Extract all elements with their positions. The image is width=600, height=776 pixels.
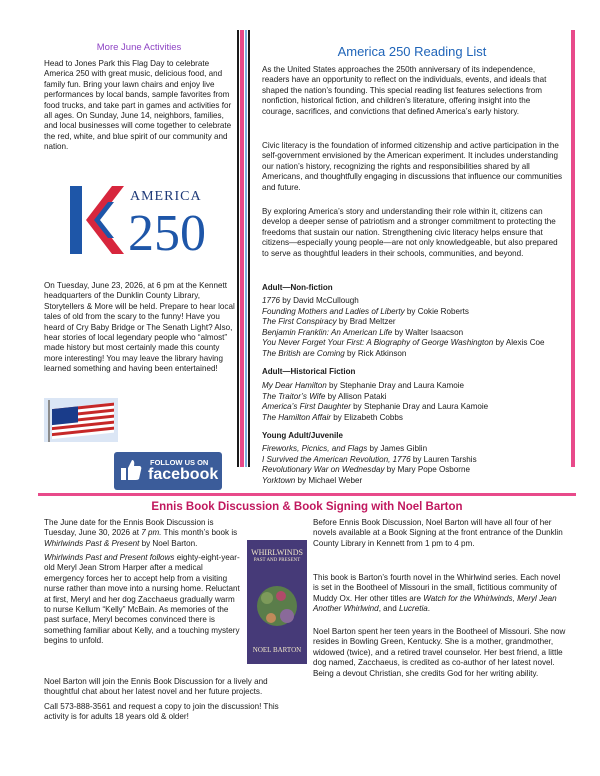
cover-author: NOEL BARTON	[252, 646, 302, 654]
whirlwind-series-paragraph: This book is Barton’s fourth novel in the Whirlwind series. Each novel is set in the Bootheel of Missouri in the small, fictitious community of Muddy Ox. Her other titles are Watch for the Whirlwinds, Meryl Jean Another Whirlwind, and Lucretia.	[313, 573, 561, 614]
book-signing-paragraph: Before Ennis Book Discussion, Noel Barton will have all four of her novels available at a Book Signing at the front entrance of the Dunklin County Library in Kennett from 1 pm to 4 pm.	[313, 518, 563, 548]
america-250-logo	[68, 180, 228, 260]
divider-bar-black	[237, 30, 239, 467]
author-bio-paragraph: Noel Barton spent her teen years in the Bootheel of Missouri. She now resides in Bowling Green, Kentucky. She is a mother, grandmother, widowed (twice), and a retired travel counselor. Her best friend, a little dog named, Zacchaeus, is credited as co-author of her latest novel. Being a devout Christian, she credits God for her writing ability.	[313, 627, 566, 678]
divider-bar-pink	[240, 30, 244, 467]
book-item: Benjamin Franklin: An American Life by Walter Isaacson	[262, 327, 464, 337]
historical-fiction-heading: Adult—Historical Fiction	[262, 367, 356, 376]
more-june-activities-title: More June Activities	[96, 42, 182, 53]
nonfiction-list	[262, 296, 545, 360]
civic-literacy-paragraph: Civic literacy is the foundation of informed citizenship and active participation in the self-government envisioned by the American experiment. It includes understanding our nation’s history, recognizing the rights and responsibilities shared by all Americans, and thoughtfully engaging in discussions that influence our communities and future.	[262, 141, 563, 192]
historical-fiction-list	[262, 381, 488, 423]
book-item: My Dear Hamilton by Stephanie Dray and Laura Kamoie	[262, 381, 465, 390]
cover-title: WHIRLWINDS	[251, 548, 303, 557]
young-adult-heading: Young Adult/Juvenile	[262, 431, 343, 440]
facebook-text: facebook	[148, 466, 219, 483]
book-summary-paragraph: Whirlwinds Past and Present follows eighty-eight-year-old Meryl Jean Strom Harper after a medical emergency forces her to accept help from a visiting nurse rather than move into a nursing home. Reluctant at first, Meryl and her dog Zacchaeus gradually warm to nurse Kellum “Kelly” McBain. As memories of the past surface, Meryl becomes convinced there is something familiar about Kelly, and a touching mystery begins to unfold.	[44, 553, 240, 646]
book-signing-title: Ennis Book Discussion & Book Signing with Noel Barton	[151, 501, 463, 513]
call-paragraph: Call 573-888-3561 and request a copy to join the discussion! This activity is for adults 18 years old & older!	[44, 702, 279, 722]
facebook-follow-button[interactable]	[114, 452, 222, 490]
book-item: Fireworks, Picnics, and Flags by James Giblin	[262, 444, 428, 453]
book-item: Revolutionary War on Wednesday by Mary Pope Osborne	[262, 465, 471, 475]
storytellers-paragraph: On Tuesday, June 23, 2026, at 6 pm at the Kennett headquarters of the Dunklin County Library, Storytellers & More will be held. Prepare to hear local tales of old from the scary to the funny! Have you heard of Cry Baby Bridge or The Senath Light? Also, hear stories of local legendary people who “almost” made history but most certainly made this county more interesting! You may leave the library having learned something and having been entertained!	[44, 281, 235, 374]
book-item: The First Conspiracy by Brad Meltzer	[262, 317, 396, 327]
divider-bar-blue	[245, 30, 247, 467]
america-logo-text: AMERICA	[130, 189, 202, 204]
banner-divider	[38, 493, 576, 496]
follow-us-text: FOLLOW US ON	[150, 458, 209, 467]
book-item: Founding Mothers and Ladies of Liberty by Cokie Roberts	[262, 306, 469, 316]
reading-list-intro: As the United States approaches the 250th anniversary of its independence, readers have an opportunity to reflect on the individuals, events, and ideals that shaped the nation’s founding. This special reading list features selections from nonfiction, historical fiction, and children’s literature, offering insight into the courage, sacrifices, and convictions that defined America’s early history.	[262, 65, 547, 116]
chat-paragraph: Noel Barton will join the Ennis Book Discussion for a lively and thoughtful chat about her latest novel and her future projects.	[44, 677, 268, 697]
right-edge-bar	[571, 30, 575, 467]
cover-subtitle: PAST AND PRESENT	[253, 558, 301, 563]
book-item: The Hamilton Affair by Elizabeth Cobbs	[262, 412, 403, 422]
patriotism-paragraph: By exploring America’s story and understanding their role within it, citizens can develop a deeper sense of patriotism and a stronger commitment to protecting the freedoms that sustain our nation. Strengthening civic literacy helps ensure that citizens—especially young people—are not only knowledgeable, but also prepared to serve as thoughtful leaders in their schools, communities, and beyond.	[262, 207, 558, 258]
reading-list-title: America 250 Reading List	[337, 44, 487, 59]
250-logo-text: 250	[128, 205, 206, 260]
young-adult-list	[262, 444, 477, 486]
nonfiction-heading: Adult—Non-fiction	[262, 283, 333, 292]
book-item: The British are Coming by Rick Atkinson	[262, 348, 407, 358]
book-item: I Survived the American Revolution, 1776 by Lauren Tarshis	[262, 454, 477, 464]
american-flag-image	[44, 398, 118, 442]
flag-day-paragraph: Head to Jones Park this Flag Day to celebrate America 250 with great music, delicious food, and family fun. Bring your lawn chairs and enjoy live performances by local bands, sample favorites from food trucks, and take part in games and activities for all ages. On Sunday, June 14, neighbors, families, and local businesses will come together to celebrate the red, white, and blue spirit of our community and nation.	[44, 59, 232, 152]
divider-bar-black-2	[248, 30, 250, 467]
discussion-date-paragraph: The June date for the Ennis Book Discussion is Tuesday, June 30, 2026 at 7 pm. This month’s book is Whirlwinds Past & Present by Noel Barton.	[44, 518, 238, 548]
book-item: The Traitor’s Wife by Allison Pataki	[262, 391, 387, 401]
book-item: 1776 by David McCullough	[262, 296, 359, 305]
book-item: America’s First Daughter by Stephanie Dray and Laura Kamoie	[262, 402, 489, 412]
book-item: You Never Forget Your First: A Biography of George Washington by Alexis Coe	[262, 338, 545, 348]
thumbs-up-icon	[120, 458, 142, 482]
america-250-logo-mark	[68, 180, 228, 260]
book-item: Yorktown by Michael Weber	[262, 475, 363, 485]
book-cover-image	[247, 540, 307, 664]
